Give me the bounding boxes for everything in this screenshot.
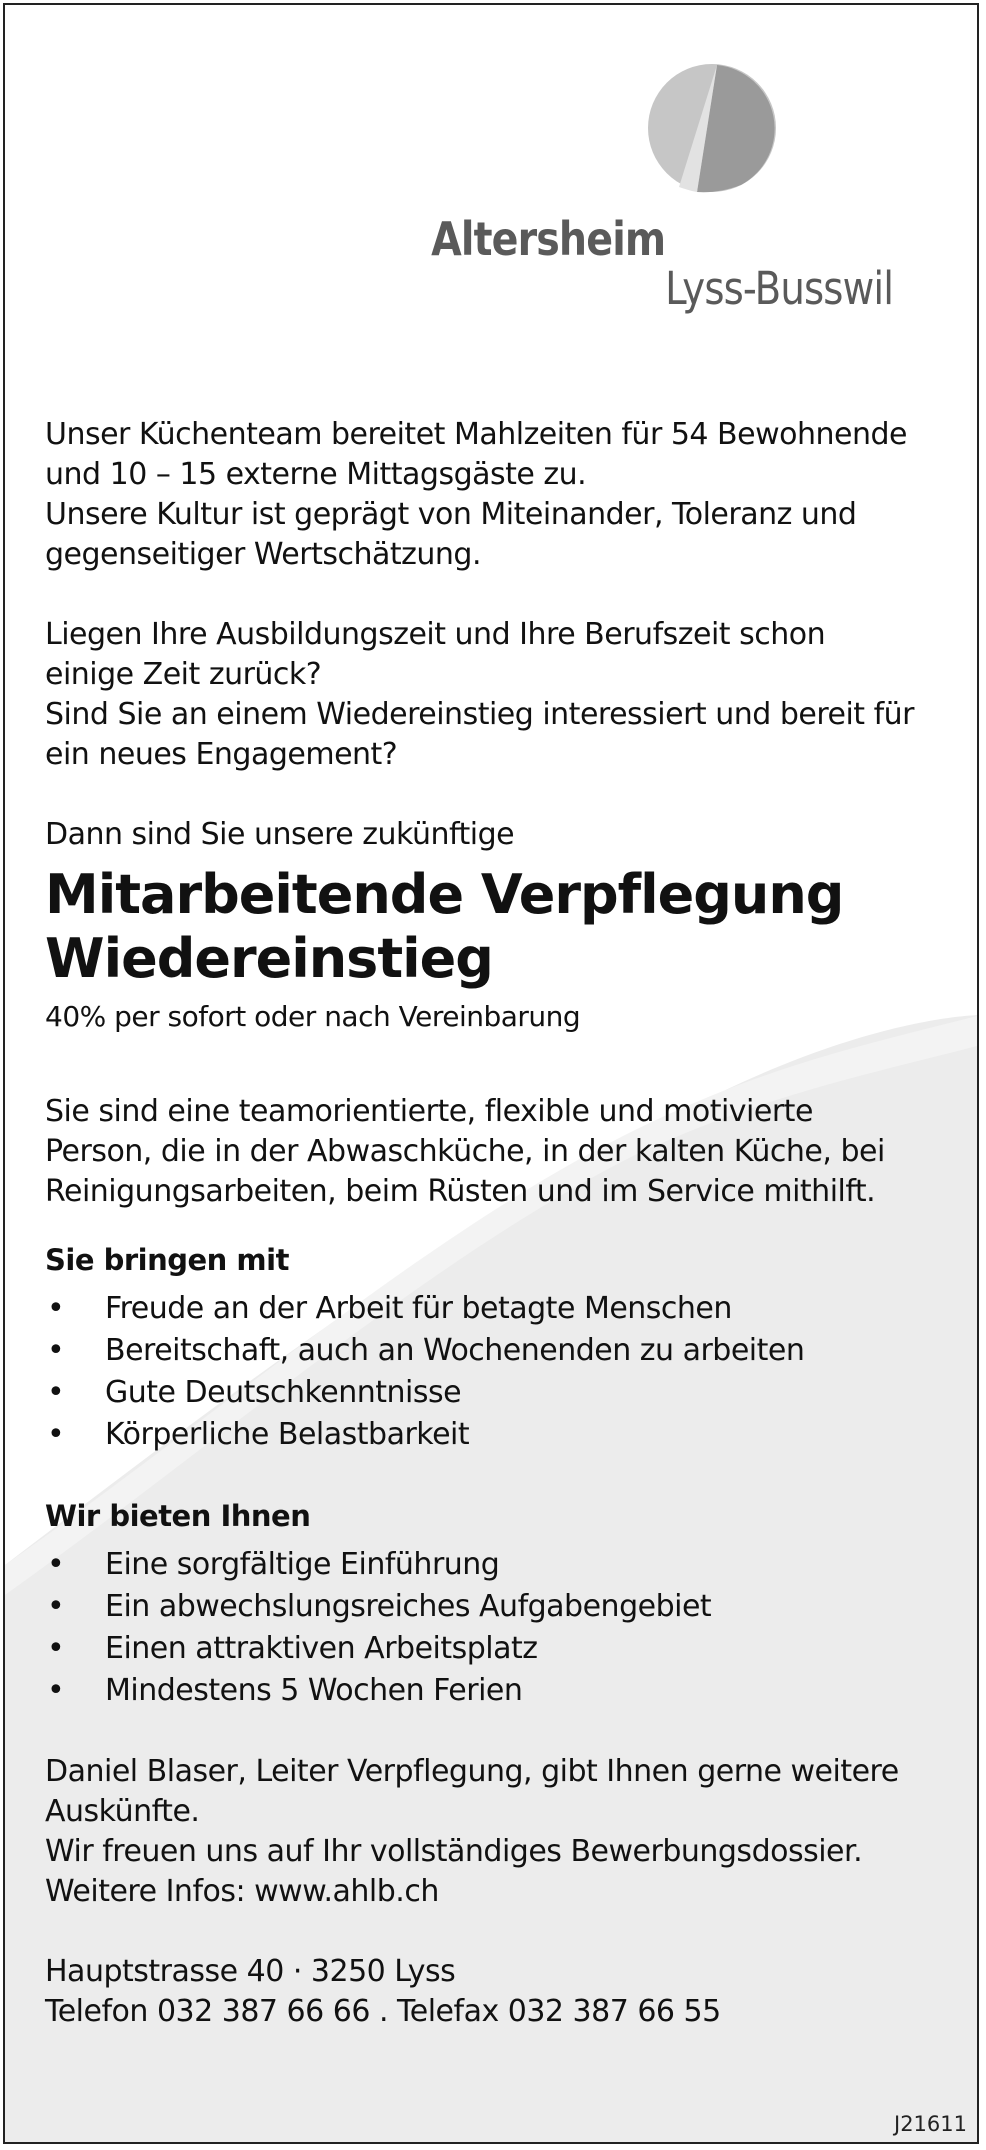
text-line: Reinigungsarbeiten, beim Rüsten und im Service mithilft. xyxy=(45,1174,876,1209)
text-line: Daniel Blaser, Leiter Verpflegung, gibt Ihnen gerne weitere xyxy=(45,1754,899,1789)
intro-paragraph-2 xyxy=(45,615,965,775)
bullet-icon: • xyxy=(47,1631,65,1666)
list-item: • Gute Deutschkenntnisse xyxy=(45,1372,965,1414)
reference-code: J21611 xyxy=(894,2112,967,2136)
job-subtitle: 40% per sofort oder nach Vereinbarung xyxy=(45,1000,581,1033)
job-title-line-1: Mitarbeitende Verpflegung xyxy=(45,863,844,926)
bullet-icon: • xyxy=(47,1333,65,1368)
bullet-icon: • xyxy=(47,1375,65,1410)
requirements-list xyxy=(45,1288,965,1456)
brand-place: Lyss-Busswil xyxy=(664,262,893,315)
offer-list xyxy=(45,1544,965,1712)
phone-line: Telefon 032 387 66 66 . Telefax 032 387 66 55 xyxy=(45,1994,721,2029)
list-item: • Mindestens 5 Wochen Ferien xyxy=(45,1670,965,1712)
text-line: Unser Küchenteam bereitet Mahlzeiten für 54 Bewohnende xyxy=(45,417,907,452)
ad-frame xyxy=(3,3,979,2144)
job-title xyxy=(45,863,965,991)
list-item: • Eine sorgfältige Einführung xyxy=(45,1544,965,1586)
list-item: • Freude an der Arbeit für betagte Menschen xyxy=(45,1288,965,1330)
text-line: Auskünfte. xyxy=(45,1794,200,1829)
text-line: Wir freuen uns auf Ihr vollständiges Bewerbungsdossier. xyxy=(45,1834,863,1869)
text-line: Person, die in der Abwaschküche, in der kalten Küche, bei xyxy=(45,1134,885,1169)
job-description xyxy=(45,1092,965,1212)
list-item: • Körperliche Belastbarkeit xyxy=(45,1414,965,1456)
text-line: Unsere Kultur ist geprägt von Miteinander, Toleranz und xyxy=(45,497,857,532)
address-block xyxy=(45,1952,965,2032)
text-line: einige Zeit zurück? xyxy=(45,657,322,692)
requirements-heading: Sie bringen mit xyxy=(45,1243,289,1277)
bullet-icon: • xyxy=(47,1547,65,1582)
list-item: • Ein abwechslungsreiches Aufgabengebiet xyxy=(45,1586,965,1628)
intro-paragraph-1 xyxy=(45,415,965,575)
ad-content xyxy=(45,415,965,2032)
text-line: und 10 – 15 externe Mittagsgäste zu. xyxy=(45,457,587,492)
offer-heading: Wir bieten Ihnen xyxy=(45,1499,311,1533)
bullet-icon: • xyxy=(47,1673,65,1708)
text-line: gegenseitiger Wertschätzung. xyxy=(45,537,481,572)
intro-lead: Dann sind Sie unsere zukünftige xyxy=(45,817,515,852)
job-title-line-2: Wiedereinstieg xyxy=(45,927,493,990)
bullet-icon: • xyxy=(47,1291,65,1326)
list-item: • Bereitschaft, auch an Wochenenden zu arbeiten xyxy=(45,1330,965,1372)
website-line: Weitere Infos: www.ahlb.ch xyxy=(45,1874,439,1909)
list-item: • Einen attraktiven Arbeitsplatz xyxy=(45,1628,965,1670)
bullet-icon: • xyxy=(47,1589,65,1624)
text-line: Liegen Ihre Ausbildungszeit und Ihre Berufszeit schon xyxy=(45,617,826,652)
text-line: Sie sind eine teamorientierte, flexible und motivierte xyxy=(45,1094,813,1129)
address-line: Hauptstrasse 40 · 3250 Lyss xyxy=(45,1954,456,1989)
contact-paragraph xyxy=(45,1752,965,1912)
text-line: Sind Sie an einem Wiedereinstieg interessiert und bereit für xyxy=(45,697,915,732)
bullet-icon: • xyxy=(47,1417,65,1452)
text-line: ein neues Engagement? xyxy=(45,737,398,772)
circle-swoosh-logo-icon xyxy=(645,61,780,196)
brand-name: Altersheim xyxy=(430,212,665,266)
